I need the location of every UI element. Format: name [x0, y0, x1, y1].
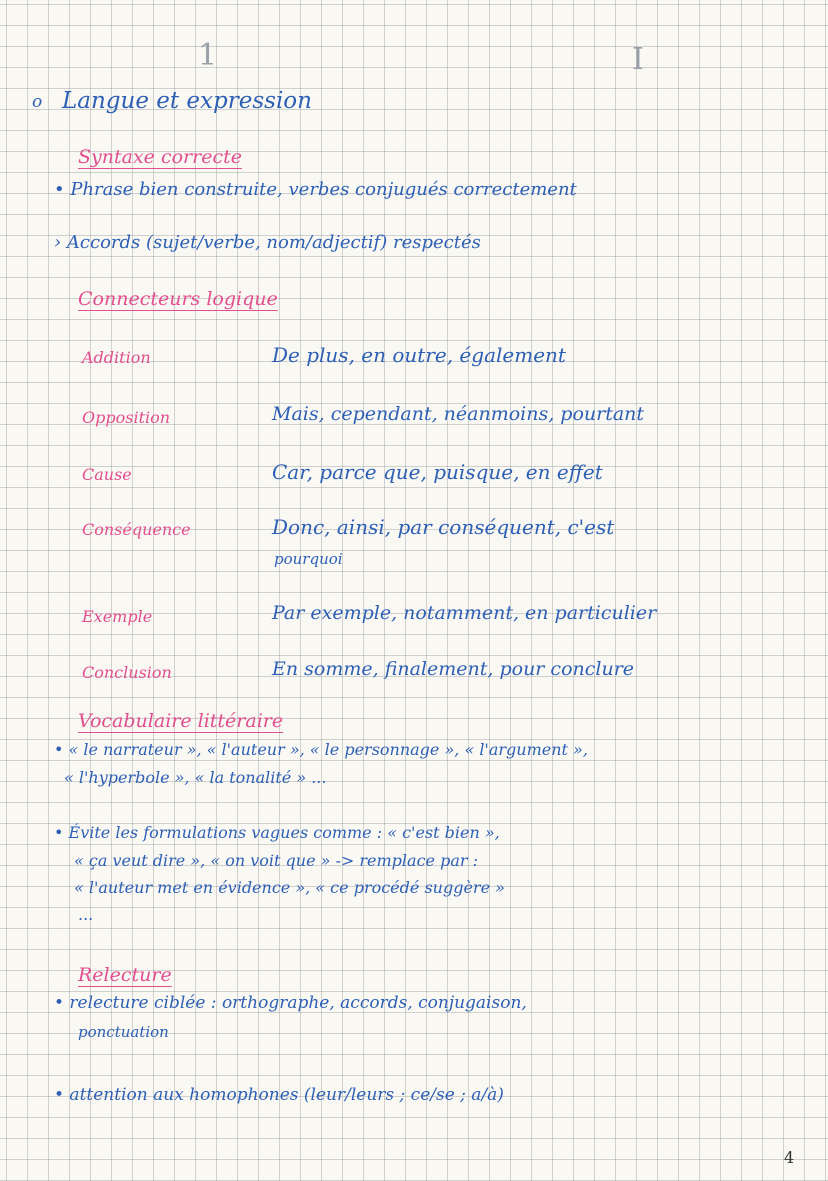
proofreading-heading: Relecture [78, 964, 172, 986]
section-bullet: o [32, 92, 43, 112]
avoid-line-2: « ça veut dire », « on voit que » -> remplace par : [74, 851, 478, 870]
connector-label-opposition: Opposition [82, 408, 171, 427]
connector-value-cause: Car, parce que, puisque, en effet [272, 460, 603, 484]
page-number: 4 [784, 1148, 795, 1167]
connector-value-conclusion: En somme, finalement, pour conclure [272, 658, 635, 680]
syntax-item-1: • Phrase bien construite, verbes conjugués correctement [54, 179, 577, 200]
connector-label-cause: Cause [82, 465, 132, 484]
connector-value-example: Par exemple, notamment, en particulier [272, 602, 657, 624]
vocabulary-heading: Vocabulaire littéraire [78, 710, 284, 732]
connector-label-example: Exemple [82, 607, 153, 626]
connector-label-consequence: Conséquence [82, 520, 191, 539]
vocabulary-line-2: « l'hyperbole », « la tonalité » ... [64, 768, 327, 787]
connector-value-consequence: Donc, ainsi, par conséquent, c'est [272, 515, 615, 539]
connector-label-conclusion: Conclusion [82, 663, 172, 682]
connector-value-opposition: Mais, cependant, néanmoins, pourtant [272, 403, 645, 425]
page-mark-right: I [632, 42, 644, 77]
section-title: Langue et expression [62, 88, 312, 114]
connector-label-addition: Addition [82, 348, 151, 367]
page-mark-left: 1 [198, 38, 218, 73]
avoid-line-1: • Évite les formulations vagues comme : « c'est bien », [54, 823, 500, 842]
syntax-item-2: › Accords (sujet/verbe, nom/adjectif) respectés [54, 232, 481, 253]
avoid-line-4: ... [78, 905, 94, 924]
avoid-line-3: « l'auteur met en évidence », « ce procédé suggère » [74, 878, 505, 897]
vocabulary-line-1: • « le narrateur », « l'auteur », « le personnage », « l'argument », [54, 740, 588, 759]
syntax-heading: Syntaxe correcte [78, 146, 242, 168]
proofreading-line-3: • attention aux homophones (leur/leurs ; ce/se ; a/à) [54, 1085, 504, 1105]
proofreading-line-2: ponctuation [78, 1023, 169, 1041]
connectors-heading: Connecteurs logique [78, 288, 278, 310]
proofreading-line-1: • relecture ciblée : orthographe, accords, conjugaison, [54, 993, 527, 1013]
connector-value-consequence-cont: pourquoi [274, 550, 343, 568]
connector-value-addition: De plus, en outre, également [272, 343, 566, 367]
